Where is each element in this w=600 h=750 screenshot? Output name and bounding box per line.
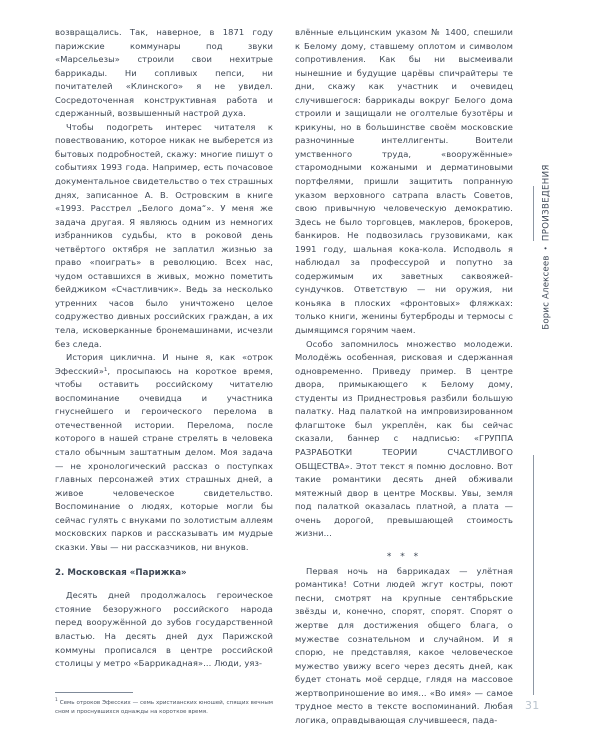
page-number: 31 (525, 699, 540, 712)
sidebar-rule-top (533, 186, 534, 241)
section-divider-asterisks: * * * (386, 551, 422, 562)
footnote-divider (55, 692, 133, 693)
paragraph: Особо запомнилось множество молодежи. Молодёжь особенная, рисковая и сдержанная одновременно. Приведу пример. В центре двора, примыкающего к Белому дому, студенты из Приднестровья разбили большую палатку. Над палаткой на импровизированном флагштоке был укреплён, как бы сейчас сказали, баннер с надписью: «ГРУППА РАЗРАБОТКИ ТЕОРИИ СЧАСТЛИВОГО ОБЩЕСТВА». Этот текст я помню дословно. Вот такие романтики десять дней обживали мятежный двор в центре Москвы. Увы, земля под палаткой оказалась платной, а плата — очень дорогой, превышающей стоимость жизни... (295, 338, 513, 539)
paragraph-continuation: влённые ельцинским указом № 1400, спешили к Белому дому, ставшему оплотом и символом сопротивления. Как бы ни высмеивали нынешние и будущие царёвы спичрайтеры те дни, скажу как участник и очевидец случившегося: баррикады вокруг Белого дома строили и защищали не оголтелые бузотёры и крикуны, но в большинстве своём московские разночинные интеллигенты. Воители умственного труда, «вооружённые» старомодными кожаными и дерматиновыми портфелями, пришли защитить попранную указом верховного сатрапа власть Советов, свою привычную человеческую демократию. Здесь не было торговцев, маклеров, брокеров, банкиров. Не подвозилась грузовиками, как 1991 году, шальная кока-кола. Исподволь я наблюдал за профессурой и попутно за содержимым их заветных саквояжей-сундучков. Ответствую — ни оружия, ни коньяка в плоских «фронтовых» фляжках: только книги, женины бутерброды и термосы с дымящимся горячим чаем. (295, 27, 513, 336)
paragraph: Первая ночь на баррикадах — улётная романтика! Сотни людей жгут костры, поют песни, смотрят на крупные сентябрьские звёзды и, конечно, спорят, спорят. Спорят о жертве для достижения общего блага, о мужестве сознательном и случайном. И я спорю, не представляя, какое человеческое мужество увижу всего через десять дней, как будет стонать моё сердце, глядя на массовое жертвоприношение во имя... «Во имя» — самое трудное место в тексте воспоминаний. Любая логика, оправдывающая случившееся, пада- (295, 565, 513, 725)
sidebar-rule-bottom (533, 455, 534, 695)
sidebar-text (539, 137, 553, 357)
left-text-column (55, 26, 273, 716)
sidebar-bullet-separator: • (542, 246, 550, 251)
sidebar-author-name: Борис Алексеев (541, 255, 552, 330)
footnote-text (55, 699, 273, 716)
page-columns (55, 26, 513, 725)
footnote-body: Семь отроков Эфесских — семь христианских юношей, спящих вечным сном и проснувшихся однажды на короткое время. (55, 700, 273, 715)
vertical-running-head (528, 0, 568, 750)
right-text-column (295, 26, 513, 725)
footnote-block (55, 686, 273, 716)
section-heading: 2. Московская «Парижка» (55, 568, 187, 579)
paragraph: Чтобы подогреть интерес читателя к повествованию, которое никак не выберется из бытовых подробностей, скажу: многие пишут о событиях 1993 года. Например, есть почасовое документальное свидетельство о тех страшных днях, записанное А. В. Островским в книге «1993. Расстрел „Белого дома“». У меня же задача другая. Я являюсь одним из немногих избранников судьбы, кто в роковой день четвёртого октября не заплатил жизнью за право «поиграть» в революцию. Всех нас, чудом оставшихся в живых, можно пометить бейджиком «Счастливчик». Ведь за несколько утренних часов было уничтожено целое содружество дивных российских граждан, а их тела, исковерканные бронемашинами, исчезли без следа. (55, 121, 273, 349)
footnote-marker: 1 (55, 698, 58, 704)
paragraph: Десять дней продолжалось героическое стояние безоружного российского народа перед вооружённой до зубов государственной властью. На десять дней дух Парижской коммуны прописался в центре российской столицы у метро «Баррикадная»... Люди, уяз- (55, 590, 273, 669)
paragraph-continuation: возвращались. Так, наверное, в 1871 году парижские коммунары под звуки «Марсельезы» строили свои нехитрые баррикады. Ни сопливых пепси, ни почитателей «Клинского» я не увидел. Сосредоточенная конструктивная работа и сдержанный, возвышенный настрой духа. (55, 27, 273, 119)
sidebar-section-name: ПРОИЗВЕДЕНИЯ (541, 164, 552, 242)
paragraph: История циклична. И ныне я, как «отрок Эфесский»¹, просыпаюсь на короткое время, чтобы оставить российскому читателю воспоминание очевидца и участника гнуснейшего и героического перелома в отечественной истории. Перелома, после которого в нашей стране стрелять в человека стало обычным заштатным делом. Моя задача — не хронологический рассказ о поступках главных персонажей этих страшных дней, а живое человеческое свидетельство. Воспоминание о людях, которые могли бы сейчас гулять с внуками по золотистым аллеям московских парков и рассказывать им мудрые сказки. Увы — ни рассказчиков, ни внуков. (55, 352, 273, 552)
